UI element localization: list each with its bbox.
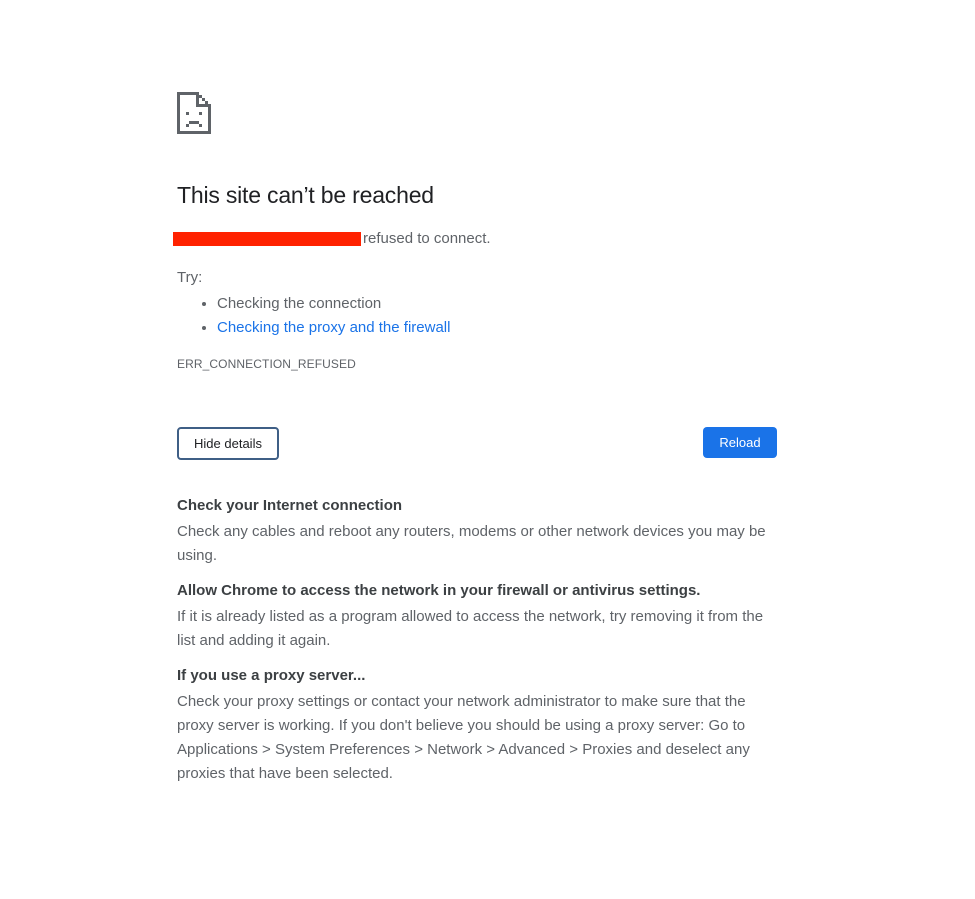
reload-button[interactable]: Reload xyxy=(703,427,777,458)
detail-heading: Check your Internet connection xyxy=(177,497,403,514)
detail-heading: If you use a proxy server... xyxy=(177,667,366,684)
detail-text: Check your proxy settings or contact your network administrator to make sure that the proxy server is working. If you don't believe you should be using a proxy server: Go to Applications > System Preferences > Network > Advanced > Proxies and deselect any proxies that have been selected. xyxy=(177,693,750,782)
sad-page-icon xyxy=(177,92,211,134)
hide-details-button[interactable]: Hide details xyxy=(177,427,279,460)
suggestion-label: Checking the connection xyxy=(217,295,382,312)
detail-text: Check any cables and reboot any routers, modems or other network devices you may be using. xyxy=(177,523,766,564)
detail-firewall xyxy=(177,582,777,653)
detail-proxy xyxy=(177,667,777,786)
details-section xyxy=(177,497,777,800)
detail-heading: Allow Chrome to access the network in your firewall or antivirus settings. xyxy=(177,582,701,599)
error-content xyxy=(177,92,777,782)
redacted-hostname xyxy=(173,232,361,246)
suggestion-list xyxy=(177,292,450,340)
proxy-firewall-link[interactable]: Checking the proxy and the firewall xyxy=(217,319,451,336)
try-label: Try: xyxy=(177,269,203,286)
error-code: ERR_CONNECTION_REFUSED xyxy=(177,357,356,371)
refused-message xyxy=(173,230,491,247)
suggestion-check-connection xyxy=(217,292,450,316)
detail-internet xyxy=(177,497,777,568)
page-title: This site can’t be reached xyxy=(177,182,434,208)
suggestion-check-proxy xyxy=(217,316,450,340)
detail-text: If it is already listed as a program allowed to access the network, try removing it from the list and adding it again. xyxy=(177,608,764,649)
refused-suffix: refused to connect. xyxy=(363,230,491,247)
